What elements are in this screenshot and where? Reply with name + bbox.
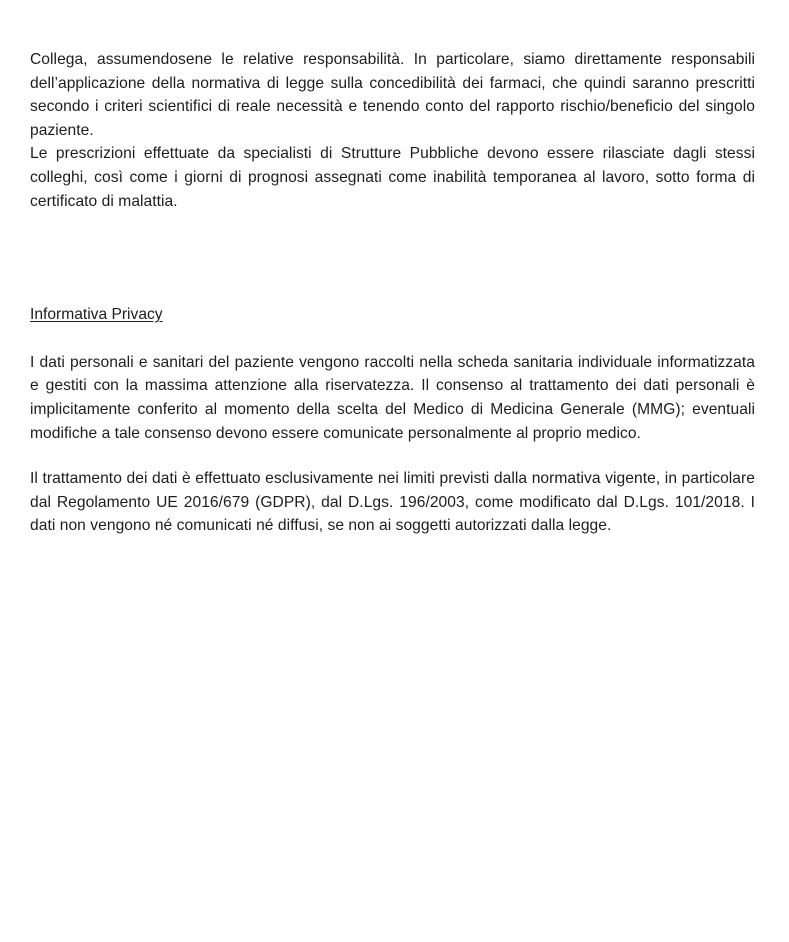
responsibilities-section	[30, 48, 755, 213]
document-body	[30, 48, 755, 538]
paragraph-legal-basis: Il trattamento dei dati è effettuato esclusivamente nei limiti previsti dalla normativa vigente, in particolare dal Regolamento UE 2016/679 (GDPR), dal D.Lgs. 196/2003, come modificato dal D.Lgs. 101/2018. I dati non vengono né comunicati né diffusi, se non ai soggetti autorizzati dalla legge.	[30, 470, 755, 535]
paragraph-prescriptions: Le prescrizioni effettuate da specialisti di Strutture Pubbliche devono essere rilasciate dagli stessi colleghi, così come i giorni di prognosi assegnati come inabilità temporanea al lavoro, sotto forma di certificato di malattia.	[30, 145, 755, 210]
paragraph-data-collection: I dati personali e sanitari del paziente vengono raccolti nella scheda sanitaria individuale informatizzata e gestiti con la massima attenzione alla riservatezza. Il consenso al trattamento dei dati personali è implicitamente conferito al momento della scelta del Medico di Medicina Generale (MMG); eventuali modifiche a tale consenso devono essere comunicate personalmente al proprio medico.	[30, 353, 755, 442]
privacy-section-heading: Informativa Privacy	[30, 306, 163, 324]
paragraph-responsibilities: Collega, assumendosene le relative responsabilità. In particolare, siamo direttamente responsabili dell’applicazione della normativa di legge sulla concedibilità dei farmaci, che quindi saranno prescritti secondo i criteri scientifici di reale necessità e tenendo conto del rapporto rischio/beneficio del singolo paziente.	[30, 51, 755, 139]
privacy-section	[30, 351, 755, 538]
privacy-heading-wrapper	[30, 303, 755, 327]
